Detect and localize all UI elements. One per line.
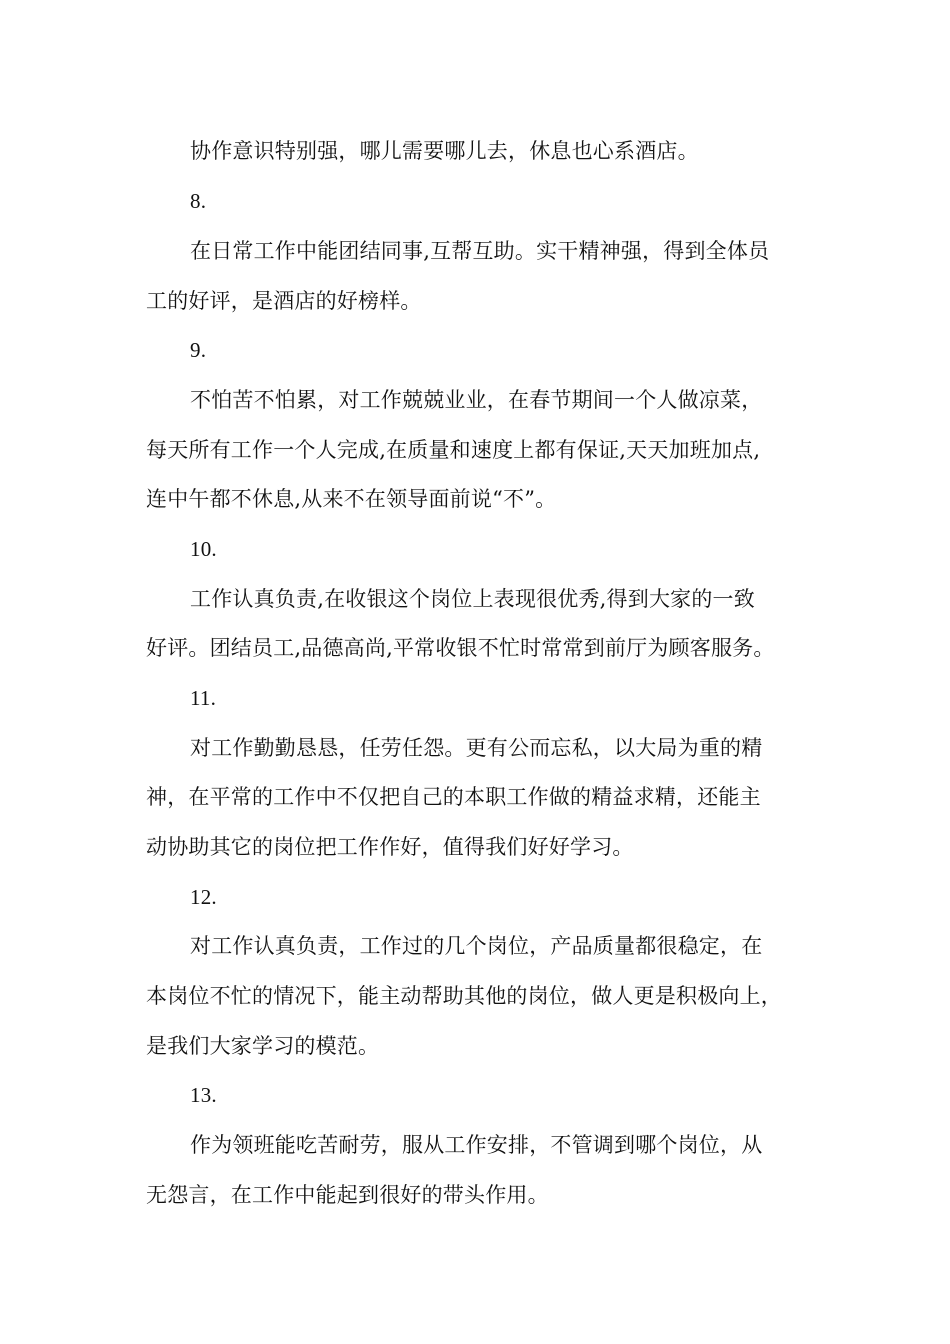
- paragraph-line: 每天所有工作一个人完成,在质量和速度上都有保证,天天加班加点,: [146, 438, 761, 462]
- paragraph-line: 无怨言，在工作中能起到很好的带头作用。: [146, 1183, 549, 1207]
- paragraph-line: 对工作认真负责，工作过的几个岗位，产品质量都很稳定，在: [190, 934, 763, 958]
- paragraph-line: 在日常工作中能团结同事,互帮互助。实干精神强，得到全体员: [190, 239, 770, 263]
- paragraph-line: 动协助其它的岗位把工作作好，值得我们好好学习。: [146, 835, 634, 859]
- paragraph-line: 本岗位不忙的情况下，能主动帮助其他的岗位，做人更是积极向上，: [146, 984, 782, 1008]
- item-number: 10.: [190, 537, 217, 561]
- paragraph-line: 作为领班能吃苦耐劳，服从工作安排，不管调到哪个岗位，从: [190, 1133, 763, 1157]
- paragraph-line: 神，在平常的工作中不仅把自己的本职工作做的精益求精，还能主: [146, 785, 761, 809]
- paragraph-line: 对工作勤勤恳恳，任劳任怨。更有公而忘私，以大局为重的精: [190, 736, 763, 760]
- paragraph-line: 连中午都不休息,从来不在领导面前说“不”。: [146, 487, 557, 511]
- paragraph-line: 工作认真负责,在收银这个岗位上表现很优秀,得到大家的一致: [190, 587, 755, 611]
- paragraph-line: 好评。团结员工,品德高尚,平常收银不忙时常常到前厅为顾客服务。: [146, 636, 775, 660]
- paragraph-line: 工的好评，是酒店的好榜样。: [146, 289, 422, 313]
- paragraph-line: 不怕苦不怕累，对工作兢兢业业，在春节期间一个人做凉菜，: [190, 388, 763, 412]
- paragraph-line: 协作意识特别强，哪儿需要哪儿去，休息也心系酒店。: [190, 139, 699, 163]
- item-number: 13.: [190, 1083, 217, 1107]
- item-number: 11.: [190, 686, 217, 710]
- item-number: 8.: [190, 189, 207, 213]
- item-number: 9.: [190, 338, 207, 362]
- item-number: 12.: [190, 885, 217, 909]
- paragraph-line: 是我们大家学习的模范。: [146, 1034, 380, 1058]
